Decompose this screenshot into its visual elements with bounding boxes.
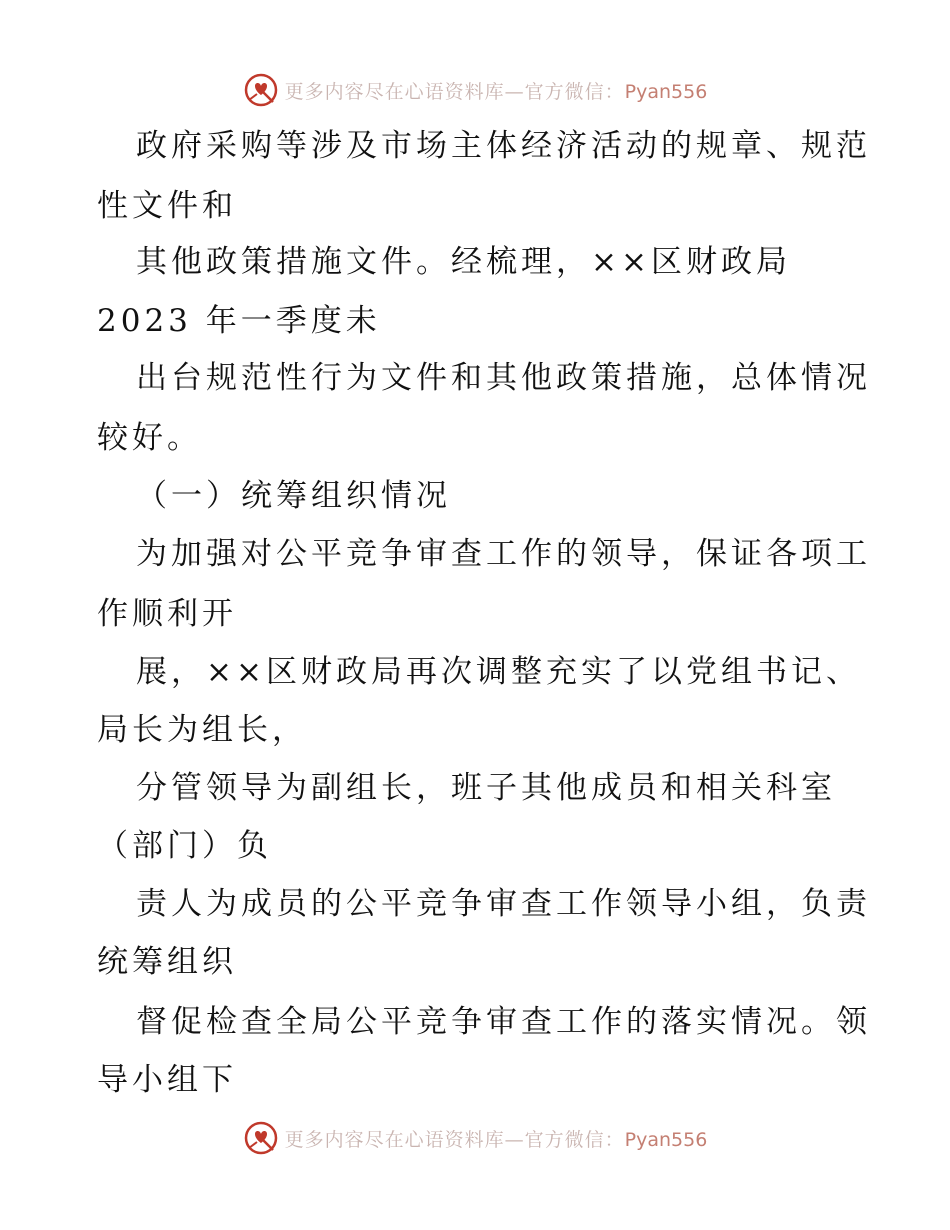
- body-line: 导小组下: [97, 1062, 237, 1098]
- body-line: 展，××区财政局再次调整充实了以党组书记、: [136, 654, 861, 690]
- body-line: 局长为组长，: [97, 712, 307, 748]
- footer-watermark: [0, 1118, 950, 1158]
- body-line: 2023 年一季度未: [97, 303, 381, 339]
- body-line: 督促检查全局公平竞争审查工作的落实情况。领: [136, 1004, 871, 1040]
- heart-pen-logo-icon: [243, 1120, 279, 1156]
- watermark-text: [285, 77, 708, 104]
- heart-pen-logo-icon: [243, 72, 279, 108]
- body-line: 出台规范性行为文件和其他政策措施，总体情况: [136, 360, 871, 396]
- body-line: 其他政策措施文件。经梳理，××区财政局: [136, 244, 791, 280]
- body-line: （部门）负: [97, 828, 272, 864]
- header-watermark: [0, 70, 950, 110]
- body-line: 为加强对公平竞争审查工作的领导，保证各项工: [136, 536, 871, 572]
- body-line: 分管领导为副组长，班子其他成员和相关科室: [136, 770, 836, 806]
- section-heading: （一）统筹组织情况: [136, 478, 451, 514]
- body-line: 统筹组织: [97, 944, 237, 980]
- watermark-label: 更多内容尽在心语资料库—官方微信：: [284, 80, 625, 103]
- body-line: 性文件和: [97, 188, 237, 224]
- body-line: 责人为成员的公平竞争审查工作领导小组，负责: [136, 886, 871, 922]
- watermark-wechat-id: Pyan556: [624, 80, 708, 103]
- watermark-wechat-id: Pyan556: [624, 1128, 708, 1151]
- watermark-label: 更多内容尽在心语资料库—官方微信：: [284, 1128, 625, 1151]
- body-line: 作顺利开: [97, 596, 237, 632]
- watermark-text: [285, 1125, 708, 1152]
- body-line: 较好。: [97, 420, 202, 456]
- body-line: 政府采购等涉及市场主体经济活动的规章、规范: [136, 128, 871, 164]
